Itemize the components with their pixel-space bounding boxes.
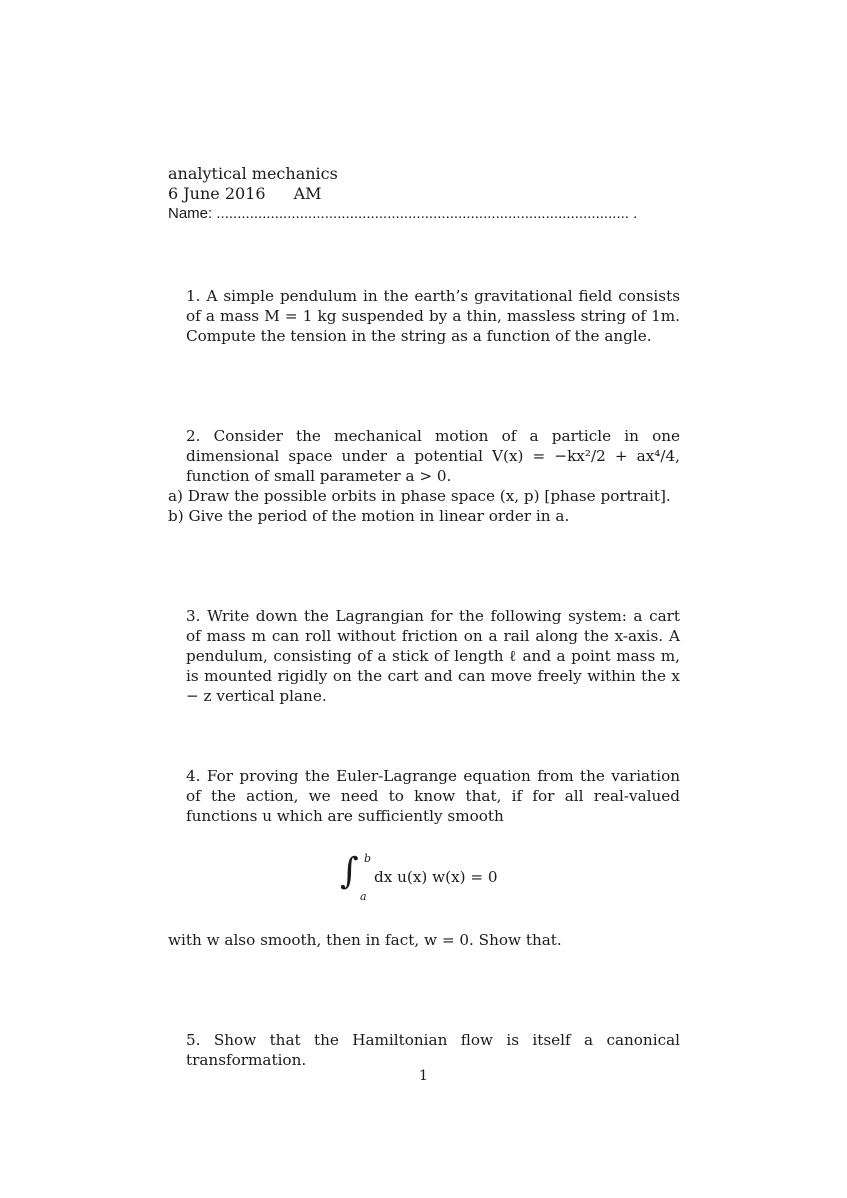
- course-title: analytical mechanics: [168, 164, 338, 183]
- name-label: Name:: [168, 205, 213, 222]
- problem-3-text: 3. Write down the Lagrangian for the following system: a cart of mass m can roll without friction on a rail along the x-axis. A pendulum, consisting of a stick of length ℓ and a point mass m, is mounted rigidly on the cart and can move freely within the x − z vertical plane.: [186, 607, 680, 705]
- date-line: [168, 184, 688, 204]
- problem-4-text: 4. For proving the Euler-Lagrange equation from the variation of the action, we need to know that, if for all real-valued functions u which are sufficiently smooth: [186, 767, 680, 825]
- integral-sign: ∫: [340, 851, 359, 892]
- problem-2: [168, 426, 680, 526]
- problem-2-text: 2. Consider the mechanical motion of a particle in one dimensional space under a potential V(x) = −kx²/2 + ax⁴/4, function of small parameter a > 0.: [186, 427, 680, 485]
- integral-equation: [340, 852, 540, 908]
- exam-header: [168, 164, 688, 224]
- problem-1: [168, 286, 680, 346]
- problem-5: [168, 1030, 680, 1070]
- problem-5-text: 5. Show that the Hamiltonian flow is itself a canonical transformation.: [186, 1031, 680, 1069]
- problem-1-text: 1. A simple pendulum in the earth’s gravitational field consists of a mass M = 1 kg suspended by a thin, massless string of 1m. Compute the tension in the string as a function of the angle.: [186, 287, 680, 345]
- page-number: 1: [419, 1068, 428, 1084]
- problem-4-conclusion: [168, 930, 680, 950]
- exam-date: 6 June 2016: [168, 184, 266, 203]
- integral-lower-limit: a: [360, 890, 367, 903]
- problem-4-conclusion-text: with w also smooth, then in fact, w = 0. Show that.: [168, 931, 562, 949]
- problem-4: [168, 766, 680, 826]
- integral-body: dx u(x) w(x) = 0: [374, 868, 498, 886]
- problem-2-part-a: a) Draw the possible orbits in phase space (x, p) [phase portrait].: [168, 487, 671, 505]
- integral-upper-limit: b: [364, 852, 372, 865]
- problem-2-part-b: b) Give the period of the motion in linear order in a.: [168, 507, 570, 525]
- problem-3: [168, 606, 680, 706]
- name-line: [168, 204, 688, 224]
- exam-session: AM: [293, 184, 322, 203]
- name-field-dots: ................................................................................................... .: [216, 205, 638, 222]
